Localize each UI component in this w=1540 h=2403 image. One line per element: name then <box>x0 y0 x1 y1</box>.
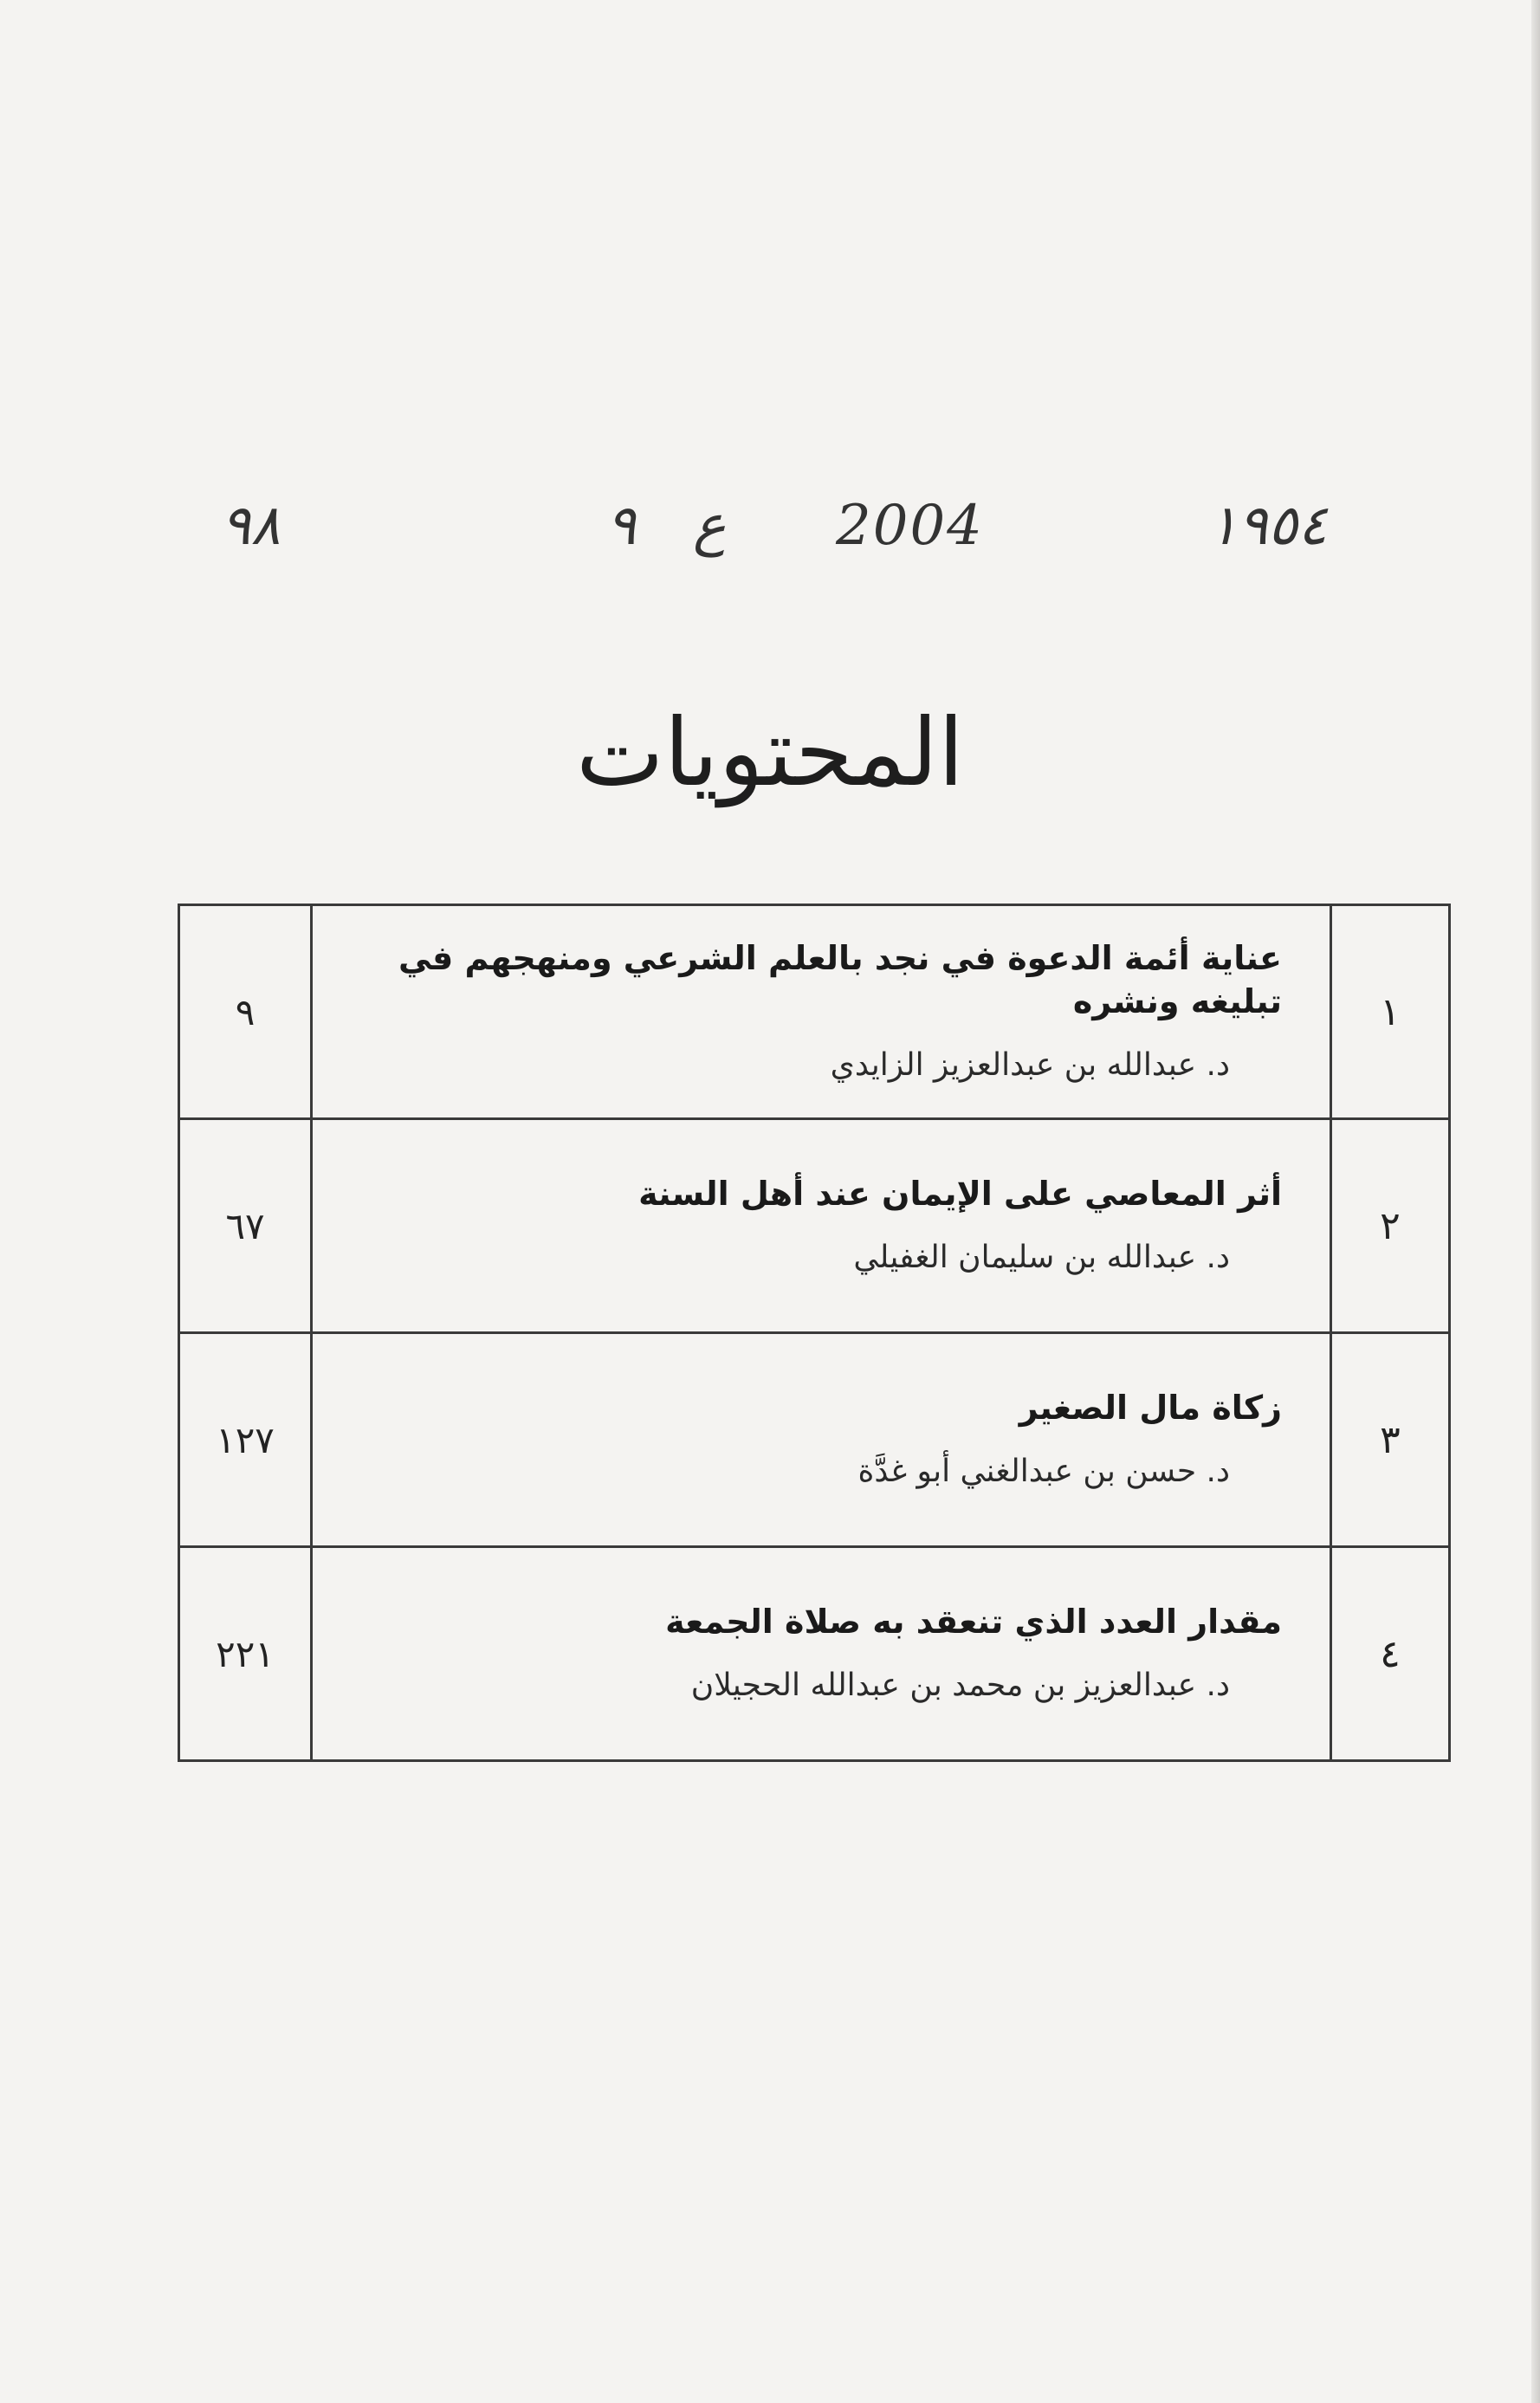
table-row <box>179 1119 1450 1333</box>
entry-page-number: ٦٧ <box>179 1119 312 1333</box>
handwritten-volume: ٩ <box>606 494 637 558</box>
handwritten-year: 2004 <box>836 494 984 558</box>
entry-author: د. عبدالعزيز بن محمد بن عبدالله الحجيلان <box>690 1668 1230 1704</box>
entry-cell <box>312 1119 1331 1333</box>
entry-cell <box>312 1547 1331 1761</box>
entry-author: د. حسن بن عبدالغني أبو غدَّة <box>857 1454 1230 1490</box>
entry-title: أثر المعاصي على الإيمان عند أهل السنة <box>638 1174 1282 1213</box>
entry-title: عناية أئمة الدعوة في نجد بالعلم الشرعي ومنهجهم في تبليغه ونشره <box>398 939 1282 1020</box>
entry-author: د. عبدالله بن عبدالعزيز الزايدي <box>830 1046 1230 1083</box>
entry-number: ١ <box>1331 905 1450 1119</box>
entry-title: مقدار العدد الذي تنعقد به صلاة الجمعة <box>665 1602 1282 1641</box>
table-row <box>179 1333 1450 1547</box>
entry-page-number: ١٢٧ <box>179 1333 312 1547</box>
page-title: المحتويات <box>575 699 965 808</box>
table-row <box>179 1547 1450 1761</box>
entry-page-number: ٢٢١ <box>179 1547 312 1761</box>
entry-author: د. عبدالله بن سليمان الغفيلي <box>853 1240 1230 1276</box>
table-row <box>179 905 1450 1119</box>
entry-title: زكاة مال الصغير <box>1019 1388 1282 1427</box>
entry-number: ٣ <box>1331 1333 1450 1547</box>
entry-page-number: ٩ <box>179 905 312 1119</box>
handwritten-issue: ع <box>693 494 727 558</box>
entry-cell <box>312 905 1331 1119</box>
entry-cell <box>312 1333 1331 1547</box>
handwritten-accession-number: ١٩٥٤ <box>1208 494 1328 558</box>
handwritten-page-ref: ٩٨ <box>221 494 281 558</box>
contents-table <box>178 904 1451 1762</box>
entry-number: ٤ <box>1331 1547 1450 1761</box>
page-edge <box>1531 0 1540 2403</box>
entry-number: ٢ <box>1331 1119 1450 1333</box>
